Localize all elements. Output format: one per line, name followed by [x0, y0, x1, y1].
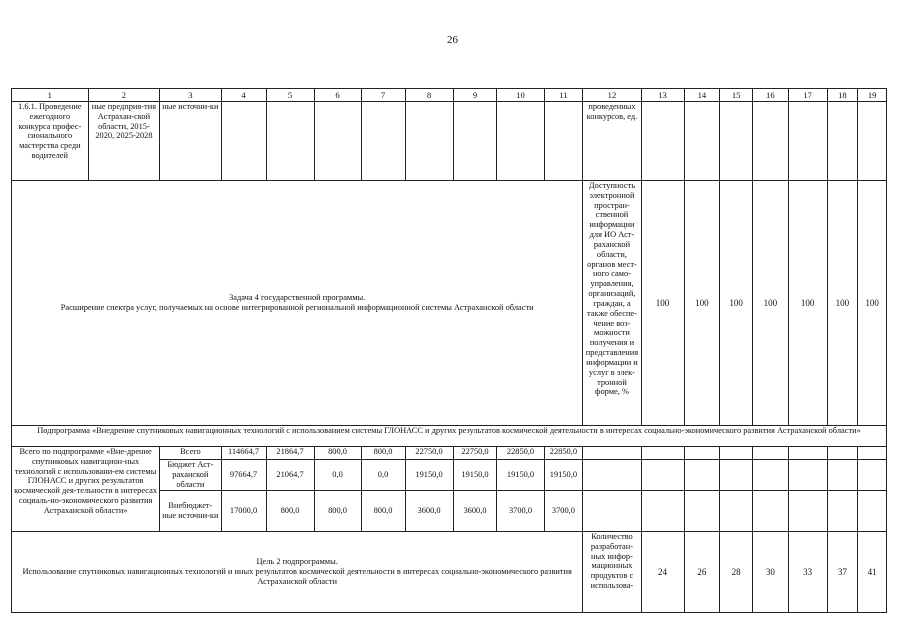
empty-cell: [684, 460, 720, 491]
funding-source: Внебюджет-ные источни-ки: [160, 491, 221, 532]
col-num: 18: [827, 89, 858, 102]
empty-cell: [752, 491, 788, 532]
empty-cell: [752, 447, 788, 460]
empty-cell: [266, 102, 314, 181]
goal-2-row: [12, 532, 887, 613]
col-num: 19: [858, 89, 887, 102]
amount-cell: 800,0: [361, 491, 405, 532]
amount-cell: 22750,0: [453, 447, 497, 460]
empty-cell: [720, 447, 753, 460]
empty-cell: [684, 102, 720, 181]
empty-cell: [752, 460, 788, 491]
empty-cell: [684, 491, 720, 532]
executor-cell: ные предприя-тия Астрахан-ской области, 2015-2020, 2025-2028: [88, 102, 160, 181]
column-numbers-row: [12, 89, 887, 102]
empty-cell: [827, 491, 858, 532]
amount-cell: 114664,7: [221, 447, 266, 460]
empty-cell: [788, 491, 827, 532]
indicator-value: 26: [684, 532, 720, 613]
amount-cell: 21064,7: [266, 460, 314, 491]
empty-cell: [544, 102, 583, 181]
total-label: Всего по подпрограмме «Вне-дрение спутниковых навигацион-ных технологий с использовани-ем системы ГЛОНАСС и других результатов космической дея-тельности в интересах социаль-но-экономического развития Астраханской области»: [12, 447, 160, 532]
empty-cell: [827, 447, 858, 460]
amount-cell: 22850,0: [497, 447, 544, 460]
empty-cell: [221, 102, 266, 181]
table-row-1-6-1: [12, 102, 887, 181]
col-num: 10: [497, 89, 544, 102]
indicator-cell: проведенных конкурсов, ед.: [583, 102, 641, 181]
activity-name: 1.6.1. Проведение ежегодного конкурса профес-сионального мастерства среди водителей: [12, 102, 89, 181]
amount-cell: 21864,7: [266, 447, 314, 460]
empty-cell: [583, 460, 641, 491]
empty-cell: [827, 102, 858, 181]
goal-2-indicator: Количество разработан-ных инфор-мационных продуктов с использова-: [583, 532, 641, 613]
indicator-value: 30: [752, 532, 788, 613]
empty-cell: [684, 447, 720, 460]
amount-cell: 800,0: [361, 447, 405, 460]
funding-source: Бюджет Аст-раханской области: [160, 460, 221, 491]
empty-cell: [641, 447, 684, 460]
empty-cell: [453, 102, 497, 181]
empty-cell: [858, 102, 887, 181]
indicator-value: 37: [827, 532, 858, 613]
amount-cell: 800,0: [314, 447, 361, 460]
empty-cell: [641, 491, 684, 532]
amount-cell: 800,0: [266, 491, 314, 532]
task-4-description: [12, 181, 583, 426]
amount-cell: 17000,0: [221, 491, 266, 532]
amount-cell: 19150,0: [544, 460, 583, 491]
col-num: 16: [752, 89, 788, 102]
amount-cell: 3700,0: [544, 491, 583, 532]
page-number: 26: [447, 34, 458, 46]
amount-cell: 0,0: [361, 460, 405, 491]
amount-cell: 0,0: [314, 460, 361, 491]
subprogram-row: [12, 426, 887, 447]
col-num: 5: [266, 89, 314, 102]
amount-cell: 3700,0: [497, 491, 544, 532]
funding-source-cell: ные источни-ки: [160, 102, 221, 181]
amount-cell: 22850,0: [544, 447, 583, 460]
amount-cell: 3600,0: [405, 491, 453, 532]
indicator-value: 100: [752, 181, 788, 426]
empty-cell: [405, 102, 453, 181]
indicator-value: 100: [720, 181, 753, 426]
empty-cell: [858, 491, 887, 532]
empty-cell: [314, 102, 361, 181]
subprogram-title: Подпрограмма «Внедрение спутниковых навигационных технологий с использованием системы ГЛОНАСС и других результатов космической деятельности в интересах социально-экономического развития Астраханской области»: [12, 426, 887, 447]
empty-cell: [641, 460, 684, 491]
empty-cell: [720, 102, 753, 181]
task-4-title: Задача 4 государственной программы.: [229, 293, 366, 303]
col-num: 7: [361, 89, 405, 102]
indicator-value: 100: [641, 181, 684, 426]
empty-cell: [361, 102, 405, 181]
indicator-value: 100: [788, 181, 827, 426]
amount-cell: 22750,0: [405, 447, 453, 460]
amount-cell: 800,0: [314, 491, 361, 532]
amount-cell: 3600,0: [453, 491, 497, 532]
col-num: 12: [583, 89, 641, 102]
empty-cell: [720, 460, 753, 491]
col-num: 4: [221, 89, 266, 102]
empty-cell: [641, 102, 684, 181]
empty-cell: [827, 460, 858, 491]
empty-cell: [583, 491, 641, 532]
indicator-value: 24: [641, 532, 684, 613]
indicator-value: 100: [684, 181, 720, 426]
empty-cell: [497, 102, 544, 181]
program-table: [11, 88, 887, 613]
amount-cell: 97664,7: [221, 460, 266, 491]
indicator-value: 33: [788, 532, 827, 613]
empty-cell: [858, 460, 887, 491]
funding-source: Всего: [160, 447, 221, 460]
goal-2-title: Цель 2 подпрограммы.: [256, 557, 338, 567]
task-4-indicator: Доступность электронной простран-ственной информации для ИО Аст-раханской области, органов мест-ного само-управления, организаций, граждан, а также обеспе-чение воз-можности получения и представления информации и услуг в элек-тронной форме, %: [583, 181, 641, 426]
empty-cell: [788, 447, 827, 460]
task-4-text: Расширение спектра услуг, получаемых на основе интегрированной региональной информационной системы Астраханской области: [60, 303, 534, 312]
empty-cell: [788, 460, 827, 491]
col-num: 13: [641, 89, 684, 102]
empty-cell: [583, 447, 641, 460]
amount-cell: 19150,0: [453, 460, 497, 491]
indicator-value: 100: [827, 181, 858, 426]
col-num: 11: [544, 89, 583, 102]
indicator-value: 28: [720, 532, 753, 613]
task-4-row: [12, 181, 887, 426]
col-num: 3: [160, 89, 221, 102]
col-num: 2: [88, 89, 160, 102]
indicator-value: 41: [858, 532, 887, 613]
amount-cell: 19150,0: [405, 460, 453, 491]
col-num: 6: [314, 89, 361, 102]
col-num: 17: [788, 89, 827, 102]
col-num: 15: [720, 89, 753, 102]
col-num: 1: [12, 89, 89, 102]
goal-2-description: [12, 532, 583, 613]
empty-cell: [788, 102, 827, 181]
amount-cell: 19150,0: [497, 460, 544, 491]
col-num: 9: [453, 89, 497, 102]
indicator-value: 100: [858, 181, 887, 426]
goal-2-text: Использование спутниковых навигационных технологий и иных результатов космической деятельности в интересах социально-экономического развития Астраханской области: [22, 567, 572, 586]
total-row-all: [12, 447, 887, 460]
col-num: 14: [684, 89, 720, 102]
empty-cell: [752, 102, 788, 181]
empty-cell: [720, 491, 753, 532]
empty-cell: [858, 447, 887, 460]
col-num: 8: [405, 89, 453, 102]
